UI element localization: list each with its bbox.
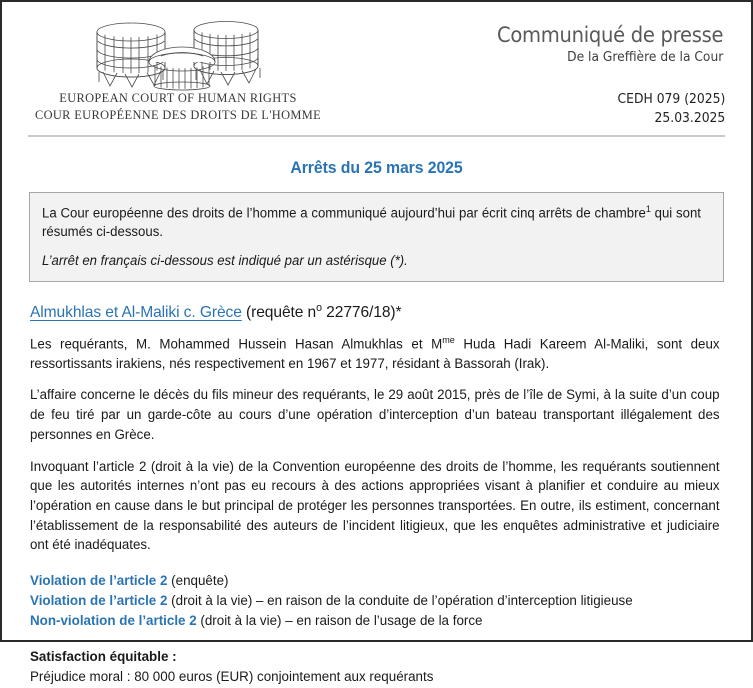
masthead [28,12,725,129]
notice-paragraph-2: L’arrêt en français ci-dessous est indiqué par un astérisque (*). [42,253,408,269]
case-paragraph-2: L’affaire concerne le décès du fils mineur des requérants, le 29 août 2015, près de l’île de Symi, à la suite d’un coup de feu tiré par un garde-côte au cours d’une opération d’interception d’un bateau transportant illégalement des personnes en Grèce. [30,387,720,442]
brand-block [28,12,328,123]
press-block [480,12,725,65]
press-release-title: Communiqué de presse [496,23,723,47]
finding-detail: (droit à la vie) – en raison de la conduite de l’opération d’interception litigieuse [167,593,633,609]
finding-row [30,571,723,591]
finding-detail: (enquête) [167,573,229,589]
page-inner [2,2,751,685]
court-name-fr: COUR EUROPÉENNE DES DROITS DE L'HOMME [34,107,322,122]
reference-number: CEDH 079 (2025) [617,92,725,108]
footnote-marker: 1 [645,203,651,214]
header-right [480,12,725,129]
finding-label: Violation de l’article 2 [30,593,168,609]
finding-label: Non-violation de l’article 2 [30,613,197,629]
just-satisfaction-value: Préjudice moral : 80 000 euros (EUR) conjointement aux requérants [30,669,434,685]
case-title-link[interactable]: Almukhlas et Al-Maliki c. Grèce [30,304,242,322]
case-heading [30,302,723,322]
notice-box [29,192,724,283]
court-name-en: EUROPEAN COURT OF HUMAN RIGHTS [59,91,297,105]
just-satisfaction-block [30,647,723,687]
finding-row [30,611,723,631]
application-prefix: (requête n [241,304,317,322]
court-names [28,90,328,123]
just-satisfaction-label: Satisfaction équitable : [30,649,177,665]
finding-detail: (droit à la vie) – en raison de l’usage de la force [196,613,483,629]
case-paragraph-1: Les requérants, M. Mohammed Hussein Hasan Almukhlas et $M^{me}$ Huda Hadi Kareem Al-Maliki, sont deux ressortissants irakiens, nés respectivement en 1967 et 1977, résidant à Bassorah (Irak). [30,334,720,371]
publication-date: 25.03.2025 [654,110,725,126]
application-number: 22776/18)* [321,304,402,322]
echr-building-logo-icon [28,16,328,92]
notice-paragraph-1 [42,203,701,242]
finding-row [30,591,723,611]
notice-text-b: qui sont résumés ci-dessous. [42,205,701,240]
reference-block [492,91,725,129]
case-section [28,302,725,687]
press-release-subtitle: De la Greffière de la Cour [566,50,723,66]
finding-label: Violation de l’article 2 [30,573,168,589]
page-title: Arrêts du 25 mars 2025 [290,158,463,177]
findings-list [30,571,723,631]
notice-text-a: La Cour européenne des droits de l’homme a communiqué aujourd’hui par écrit cinq arrêts de chambre [42,205,646,221]
case-paragraph-3: Invoquant l’article 2 (droit à la vie) de la Convention européenne des droits de l’homme, les requérants soutiennent que les autorités internes n’ont pas eu recours à des actions appropriées visant à planifier et conduire au mieux l’opération en cause dans le but principal de protéger les personnes transportées. En outre, ils estiment, concernant l’établissement de la responsabilité des auteurs de l’incident litigieux, que les enquêtes administrative et judiciaire ont été inadéquates. [30,458,720,553]
application-ordinal: o [316,302,322,315]
header-divider [28,135,725,137]
